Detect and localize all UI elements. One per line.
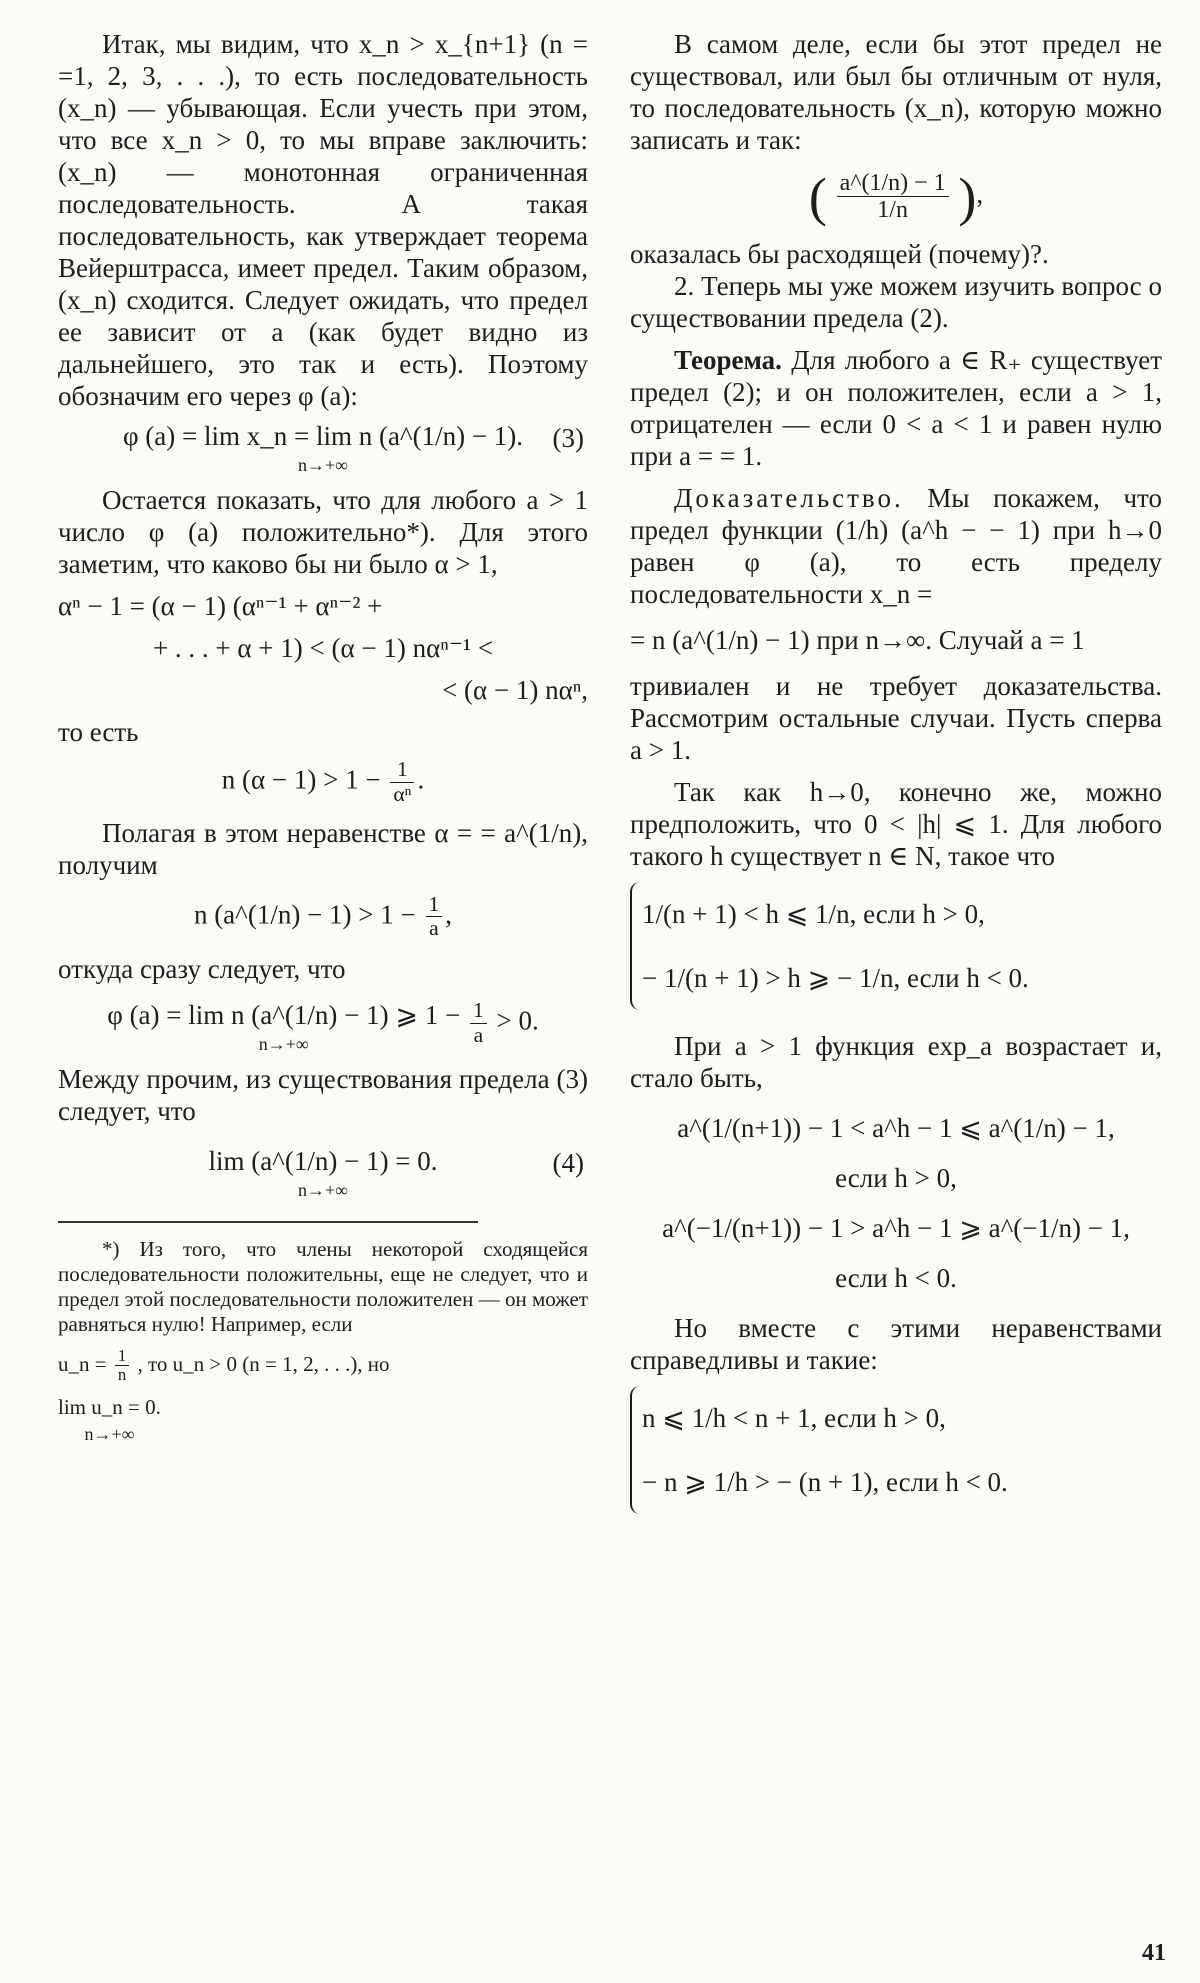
right-column	[630, 28, 1162, 1524]
fraction-denominator: a	[429, 916, 439, 941]
equation-phi-fraction	[470, 999, 487, 1048]
paragraph-by-the-way: Между прочим, из существования предела (3) следует, что	[58, 1064, 588, 1126]
left-column	[58, 28, 588, 1443]
inequality-alpha: n (α − 1) > 1 − $\frac{1}{\text{αⁿ}}$ .	[221, 757, 425, 806]
system-h-line-2: − 1/(n + 1) > h ⩾ − 1/n, если h < 0.	[642, 962, 1029, 993]
paragraph-also-valid: Но вместе с этими неравенствами справедливы и такие:	[630, 1312, 1162, 1375]
footnote-example	[58, 1347, 588, 1385]
equation-phi-tail: > 0.	[496, 1005, 539, 1036]
page-number: 41	[1142, 1940, 1166, 1966]
inequality-a-fraction	[426, 893, 443, 942]
condition-h-negative: если h < 0.	[835, 1262, 957, 1293]
fraction-numerator: 1	[426, 893, 443, 918]
proof-sequence-line: = n (a^(1/n) − 1) при n→∞. Случай a = 1	[630, 624, 1085, 655]
system-h-line-1: 1/(n + 1) < h ⩽ 1/n, если h > 0,	[642, 898, 985, 929]
footnote-limit	[58, 1393, 588, 1443]
paragraph-divergent: оказалась бы расходящей (почему)?.	[630, 238, 1049, 269]
equation-phi-limit-subscript: n→+∞	[258, 1034, 309, 1054]
footnote-limit-subscript: n→+∞	[84, 1423, 135, 1444]
fraction-denominator: 1/n	[877, 197, 908, 224]
fraction-numerator: 1	[470, 999, 487, 1024]
footnote-un-label: u_n =	[58, 1351, 107, 1376]
fraction-numerator: 1	[115, 1347, 129, 1366]
fraction-numerator: 1	[390, 758, 414, 783]
inequality-alpha-left: n (α − 1) > 1 −	[221, 764, 381, 795]
paragraph-trivial: тривиален и не требует доказательства. Рассмотрим остальные случаи. Пусть сперва a > 1.	[630, 670, 1162, 765]
equation-phi-text: φ (a) = lim n (a^(1/n) − 1) ⩾ 1 −	[107, 1000, 461, 1030]
fraction-denominator: αⁿ	[393, 781, 412, 806]
sequence-fraction: ( $\frac{a\^{}(1/n) - 1}{1/n}$ ),	[808, 166, 984, 227]
equation-3-text: φ (a) = lim x_n = lim n (a^(1/n) − 1).	[122, 421, 524, 451]
theorem	[630, 344, 1162, 472]
condition-h-positive: если h > 0,	[835, 1162, 957, 1193]
equation-4-limit-subscript: n→+∞	[298, 1180, 348, 1200]
proof-text: Мы покажем, что предел функции (1/h) (a^h − − 1) при h→0 равен φ (a), то есть пределу последовательности x_n =	[630, 482, 1162, 609]
equation-4	[58, 1137, 588, 1199]
inequality-line-2: + . . . + α + 1) < (α − 1) nαⁿ⁻¹ <	[152, 633, 494, 663]
fraction-numerator: a^(1/n) − 1	[837, 170, 949, 197]
sequence-fraction-body	[837, 170, 949, 224]
theorem-label: Теорема.	[674, 344, 782, 375]
fraction-denominator: n	[117, 1365, 127, 1385]
paragraph-exp-increasing: При a > 1 функция exp_a возрастает и, стало быть,	[630, 1030, 1162, 1093]
inequality-a-left: n (a^(1/n) − 1) > 1 −	[193, 898, 416, 929]
inequality-line-3: < (α − 1) nαⁿ,	[442, 675, 588, 705]
equation-phi-positive	[58, 999, 588, 1053]
system-n-line-1: n ⩽ 1/h < n + 1, если h > 0,	[642, 1402, 946, 1433]
footnote-un-positive: , то u_n > 0 (n = 1, 2, . . .), но	[137, 1351, 390, 1376]
proof-label: Доказательство.	[674, 482, 904, 513]
paragraph-positive: Остается показать, что для любого a > 1 число φ (a) положительно*). Для этого заметим, что каково бы ни было α > 1,	[58, 485, 588, 579]
inequality-alpha-fraction	[390, 758, 414, 807]
paragraph-substitution: Полагая в этом неравенстве α = = a^(1/n), получим	[58, 817, 588, 880]
system-h-bounds	[630, 882, 1162, 1010]
paragraph-follows: откуда сразу следует, что	[58, 954, 346, 984]
equation-3	[58, 412, 588, 474]
paragraph-section-2: 2. Теперь мы уже можем изучить вопрос о существовании предела (2).	[630, 270, 1162, 333]
inequality-a: n (a^(1/n) − 1) > 1 − $\frac{1}{a}$ ,	[193, 891, 453, 941]
system-n-bounds	[630, 1386, 1162, 1514]
paragraph-monotone: Итак, мы видим, что x_n > x_{n+1} (n = =1, 2, 3, . . .), то есть последовательность (x_n) — убывающая. Если учесть при этом, что все x_n > 0, то мы вправе заключить: (x_n) — монотонная ограниченная последовательность. А такая последовательность, как утверждает теорема Вейерштрасса, имеет предел. Таким образом, (x_n) сходится. Следует ожидать, что предел ее зависит от a (как будет видно из дальнейшего, это так и есть). Поэтому обозначим его через φ (a):	[58, 29, 588, 411]
inequality-line-1: αⁿ − 1 = (α − 1) (αⁿ⁻¹ + αⁿ⁻² +	[58, 591, 383, 621]
footnote-text: *) Из того, что члены некоторой сходящейся последовательности положительны, еще не следует, что и предел этой последовательности положителен — он может равняться нулю! Например, если	[58, 1237, 588, 1336]
fraction-denominator: a	[473, 1022, 484, 1047]
inequality-ah-positive: a^(1/(n+1)) − 1 < a^h − 1 ⩽ a^(1/n) − 1,	[677, 1112, 1115, 1143]
equation-3-limit-subscript: n→+∞	[298, 455, 348, 475]
footnote-fraction	[115, 1347, 129, 1385]
paragraph-h-to-zero: Так как h→0, конечно же, можно предположить, что 0 < |h| ⩽ 1. Для любого такого h существует n ∈ N, такое что	[630, 776, 1162, 871]
equation-3-number: (3)	[552, 423, 584, 453]
theorem-text: Для любого a ∈ R₊ существует предел (2); и он положителен, если a > 1, отрицателен — если 0 < a < 1 и равен нулю при a = = 1.	[630, 344, 1163, 471]
paragraph-indeed: В самом деле, если бы этот предел не существовал, или был бы отличным от нуля, то последовательность (x_n), которую можно записать и так:	[630, 29, 1162, 155]
proof	[630, 482, 1162, 610]
text-to-est: то есть	[58, 717, 139, 747]
footnote-separator	[58, 1221, 478, 1223]
equation-4-number: (4)	[552, 1148, 584, 1178]
equation-4-text: lim (a^(1/n) − 1) = 0.	[208, 1146, 438, 1176]
footnote-limit-text: lim u_n = 0.	[58, 1394, 161, 1419]
system-n-line-2: − n ⩾ 1/h > − (n + 1), если h < 0.	[642, 1466, 1008, 1497]
inequality-ah-negative: a^(−1/(n+1)) − 1 > a^h − 1 ⩾ a^(−1/n) − 1,	[662, 1212, 1130, 1243]
